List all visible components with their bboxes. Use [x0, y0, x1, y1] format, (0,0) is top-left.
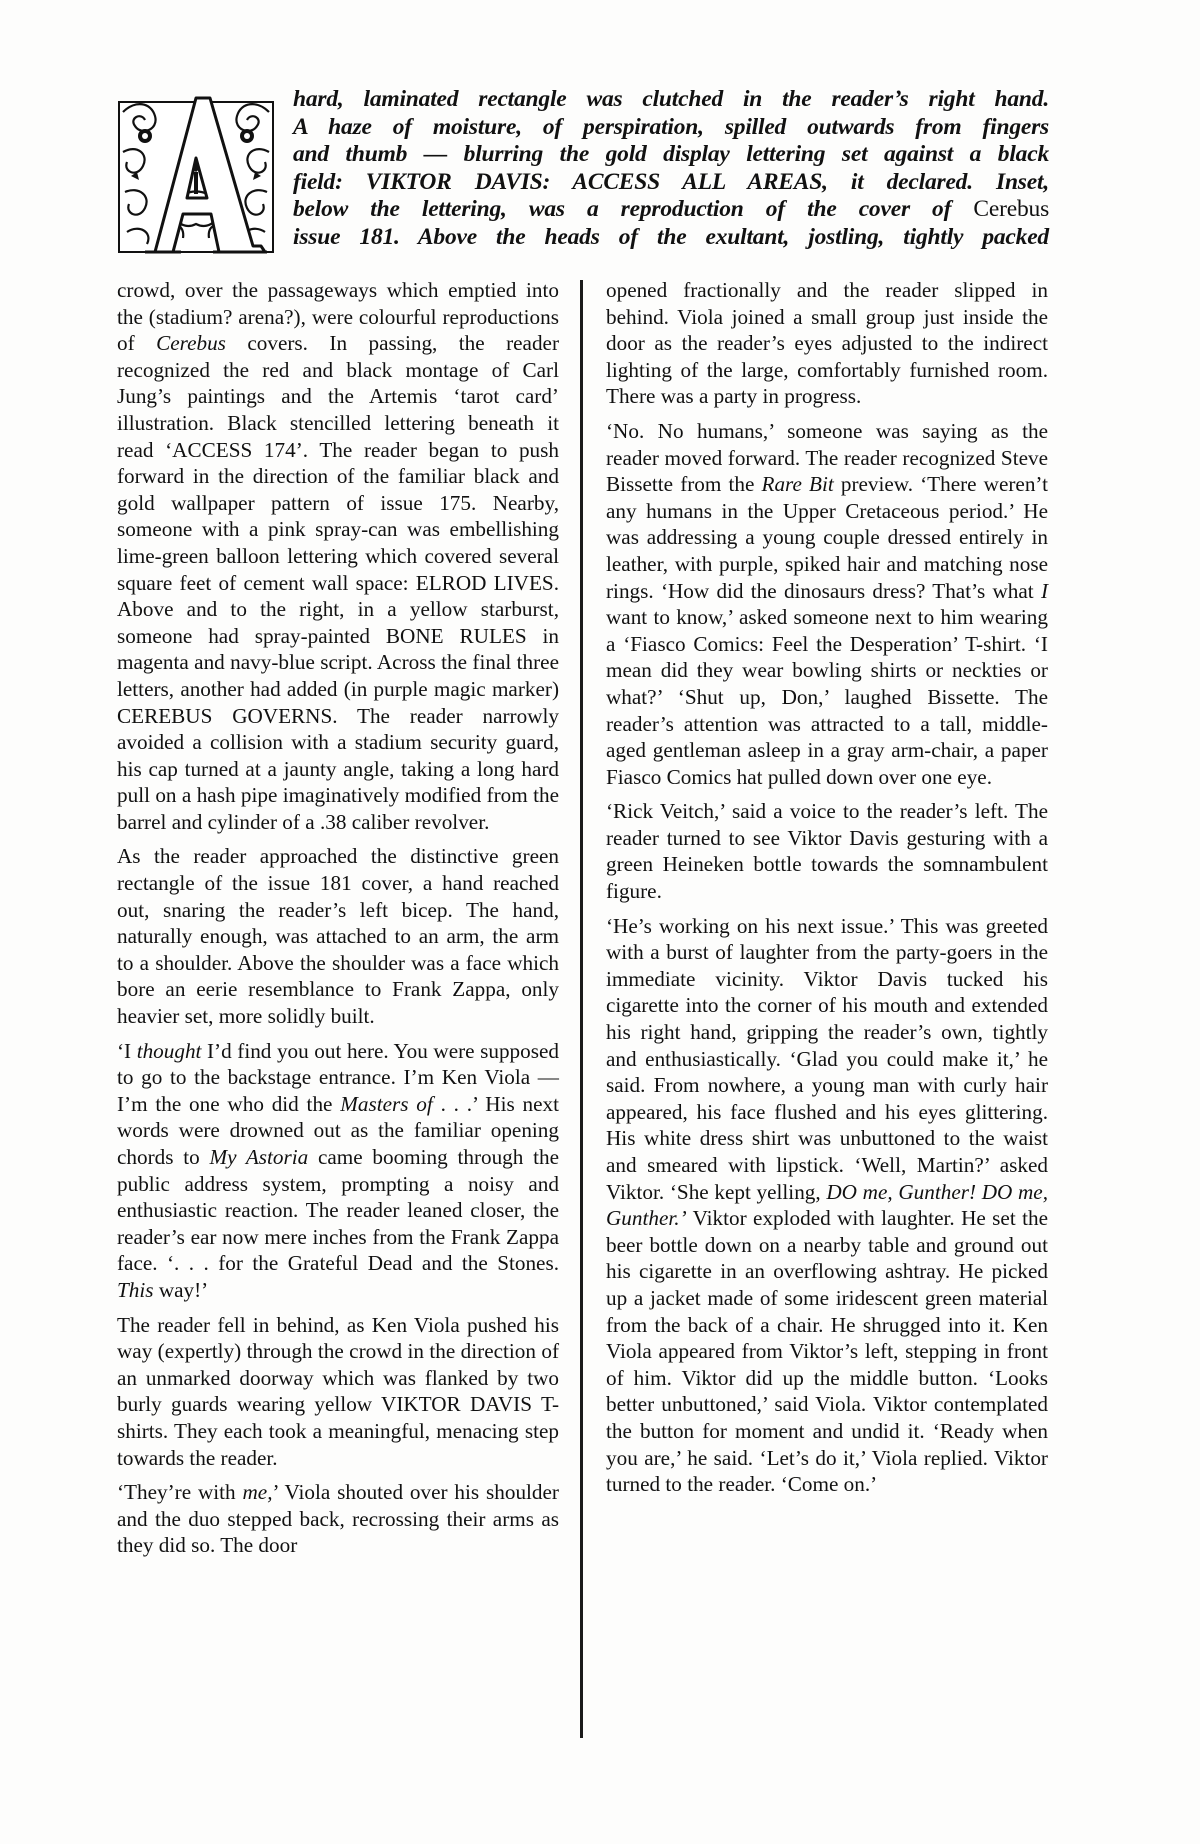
- paragraph: As the reader approached the distinctive green rectangle of the issue 181 cover, a hand reached out, snaring the reader’s left bicep. The hand, naturally enough, was attached to an arm, the arm to a shoulder. Above the shoulder was a face which bore an eerie resemblance to Frank Zappa, only heavier set, more solidly built.: [117, 844, 559, 1029]
- text: want to know,’ asked someone next to him wearing a ‘Fiasco Comics: Feel the Desperation’ T-shirt. ‘I mean did they wear bowling shirts or neckties or what?’ ‘Shut up, Don,’ laughed Bissette. The reader’s attention was attracted to a tall, middle-aged gentleman asleep in a gray arm-chair, a paper Fiasco Comics hat pulled down over one eye.: [606, 605, 1048, 789]
- intro-title-cerebus: Cerebus: [973, 196, 1050, 223]
- text: . . .’ His next words were drowned out as the familiar opening chords to: [117, 1091, 559, 1169]
- italic-text: thought: [136, 1038, 202, 1063]
- paragraph: [117, 1479, 559, 1559]
- ornamental-drop-cap-a-icon: [115, 92, 277, 256]
- italic-text: Cerebus: [156, 331, 226, 356]
- italic-text: me,: [242, 1480, 273, 1505]
- text: covers. In passing, the reader recognized the red and black montage of Carl Jung’s paintings and the Artemis ‘tarot card’ illustration. Black stencilled lettering beneath it read ‘ACCESS 174’. The reader began to push forward in the direction of the familiar black and gold wallpaper pattern of issue 175. Nearby, someone with a pink spray-can was embellishing lime-green balloon lettering which covered several square feet of cement wall space: ELROD LIVES. Above and to the right, in a yellow starburst, someone had spray-painted BONE RULES in magenta and navy-blue script. Across the final three letters, another had added (in purple magic marker) CEREBUS GOVERNS. The reader narrowly avoided a collision with a stadium security guard, his cap turned at a jaunty angle, taking a long hard pull on a hash pipe imaginatively modified from the barrel and cylinder of a .38 caliber revolver.: [117, 331, 560, 834]
- intro-line-2: A haze of moisture, of perspiration, spilled outwards from fingers: [293, 113, 1049, 140]
- paragraph: [606, 418, 1048, 790]
- intro-line-3: and thumb — blurring the gold display lettering set against a black: [293, 141, 1049, 168]
- text: I’d find you out here. You were supposed to go to the backstage entrance. I’m Ken Viola — I’m the one who did the: [117, 1038, 559, 1116]
- italic-text: This: [117, 1277, 154, 1302]
- italic-text: My Astoria: [209, 1145, 309, 1169]
- paragraph: [117, 277, 559, 835]
- italic-text: Rare Bit: [761, 472, 834, 497]
- text: ‘They’re with: [117, 1480, 243, 1505]
- intro-line-1: hard, laminated rectangle was clutched in the reader’s right hand.: [293, 86, 1049, 112]
- text: ‘I: [117, 1038, 137, 1063]
- intro-line-6: issue 181. Above the heads of the exultant, jostling, tightly packed: [293, 223, 1049, 250]
- left-column: [117, 277, 559, 1559]
- intro-text: [293, 86, 1049, 252]
- text: crowd, over the passageways which emptied into the (stadium? arena?), were colourful reproductions of: [117, 278, 559, 356]
- text: ‘No. No humans,’ someone was saying as the reader moved forward. The reader recognized Steve Bissette from the: [606, 418, 1048, 497]
- paragraph: [117, 1038, 559, 1304]
- intro-line-5: below the lettering, was a reproduction of the cover of: [293, 196, 952, 223]
- paragraph: The reader fell in behind, as Ken Viola pushed his way (expertly) through the crowd in the direction of an unmarked doorway which was flanked by two burly guards wearing yellow VIKTOR DAVIS T-shirts. They each took a meaningful, menacing step towards the reader.: [117, 1312, 559, 1470]
- column-divider: [580, 280, 583, 1738]
- paragraph: ‘Rick Veitch,’ said a voice to the reader’s left. The reader turned to see Viktor Davis gesturing with a green Heineken bottle towards the somnambulent figure.: [606, 799, 1048, 904]
- italic-text: Masters of: [340, 1091, 433, 1116]
- text: ‘He’s working on his next issue.’ This was greeted with a burst of laughter from the party-goers in the immediate vicinity. Viktor Davis tucked his cigarette into the corner of his mouth and extended his right hand, gripping the reader’s own, tightly and enthusiastically. ‘Glad you could make it,’ he said. From nowhere, a young man with curly hair appeared, his face flushed and his eyes glittering. His white dress shirt was unbuttoned to the waist and smeared with lipstick. ‘Well, Martin?’ asked Viktor. ‘She kept yelling,: [606, 913, 1048, 1204]
- text: ’ Viola shouted over his shoulder and the duo stepped back, recrossing their arms as they did so. The door: [117, 1480, 559, 1558]
- paragraph: opened fractionally and the reader slipped in behind. Viola joined a small group just inside the door as the reader’s eyes adjusted to the indirect lighting of the large, comfortably furnished room. There was a party in progress.: [606, 278, 1048, 409]
- text: way!’: [153, 1277, 209, 1302]
- opening-paragraph: [115, 86, 1049, 266]
- italic-text: I: [1040, 578, 1048, 603]
- text: Viktor exploded with laughter. He set the beer bottle down on a nearby table and ground out his cigarette in an overflowing ashtray. He picked up a jacket made of some iridescent green material from the back of a chair. He shrugged into it. Ken Viola appeared from Viktor’s left, stepping in front of him. Viktor did up the middle button. ‘Looks better unbuttoned,’ said Viola. Viktor contemplated the button for moment and undid it. ‘Ready when you are,’ he said. ‘Let’s do it,’ Viola replied. Viktor turned to the reader. ‘Come on.’: [606, 1206, 1048, 1497]
- paragraph: [606, 913, 1048, 1498]
- intro-line-4: field: VIKTOR DAVIS: ACCESS ALL AREAS, it declared. Inset,: [293, 168, 1049, 195]
- right-column: [606, 277, 1048, 1498]
- italic-text: DO me, Gunther! DO me, Gunther.’: [606, 1179, 1048, 1231]
- text: preview. ‘There weren’t any humans in the Upper Cretaceous period.’ He was addressing a young couple dressed entirely in leather, with purple, spiked hair and matching nose rings. ‘How did the dinosaurs dress? That’s what: [606, 472, 1048, 603]
- text: came booming through the public address system, prompting a noisy and enthusiastic reaction. The reader leaned closer, the reader’s ear now mere inches from the Frank Zappa face. ‘. . . for the Grateful Dead and the Stones.: [117, 1145, 559, 1276]
